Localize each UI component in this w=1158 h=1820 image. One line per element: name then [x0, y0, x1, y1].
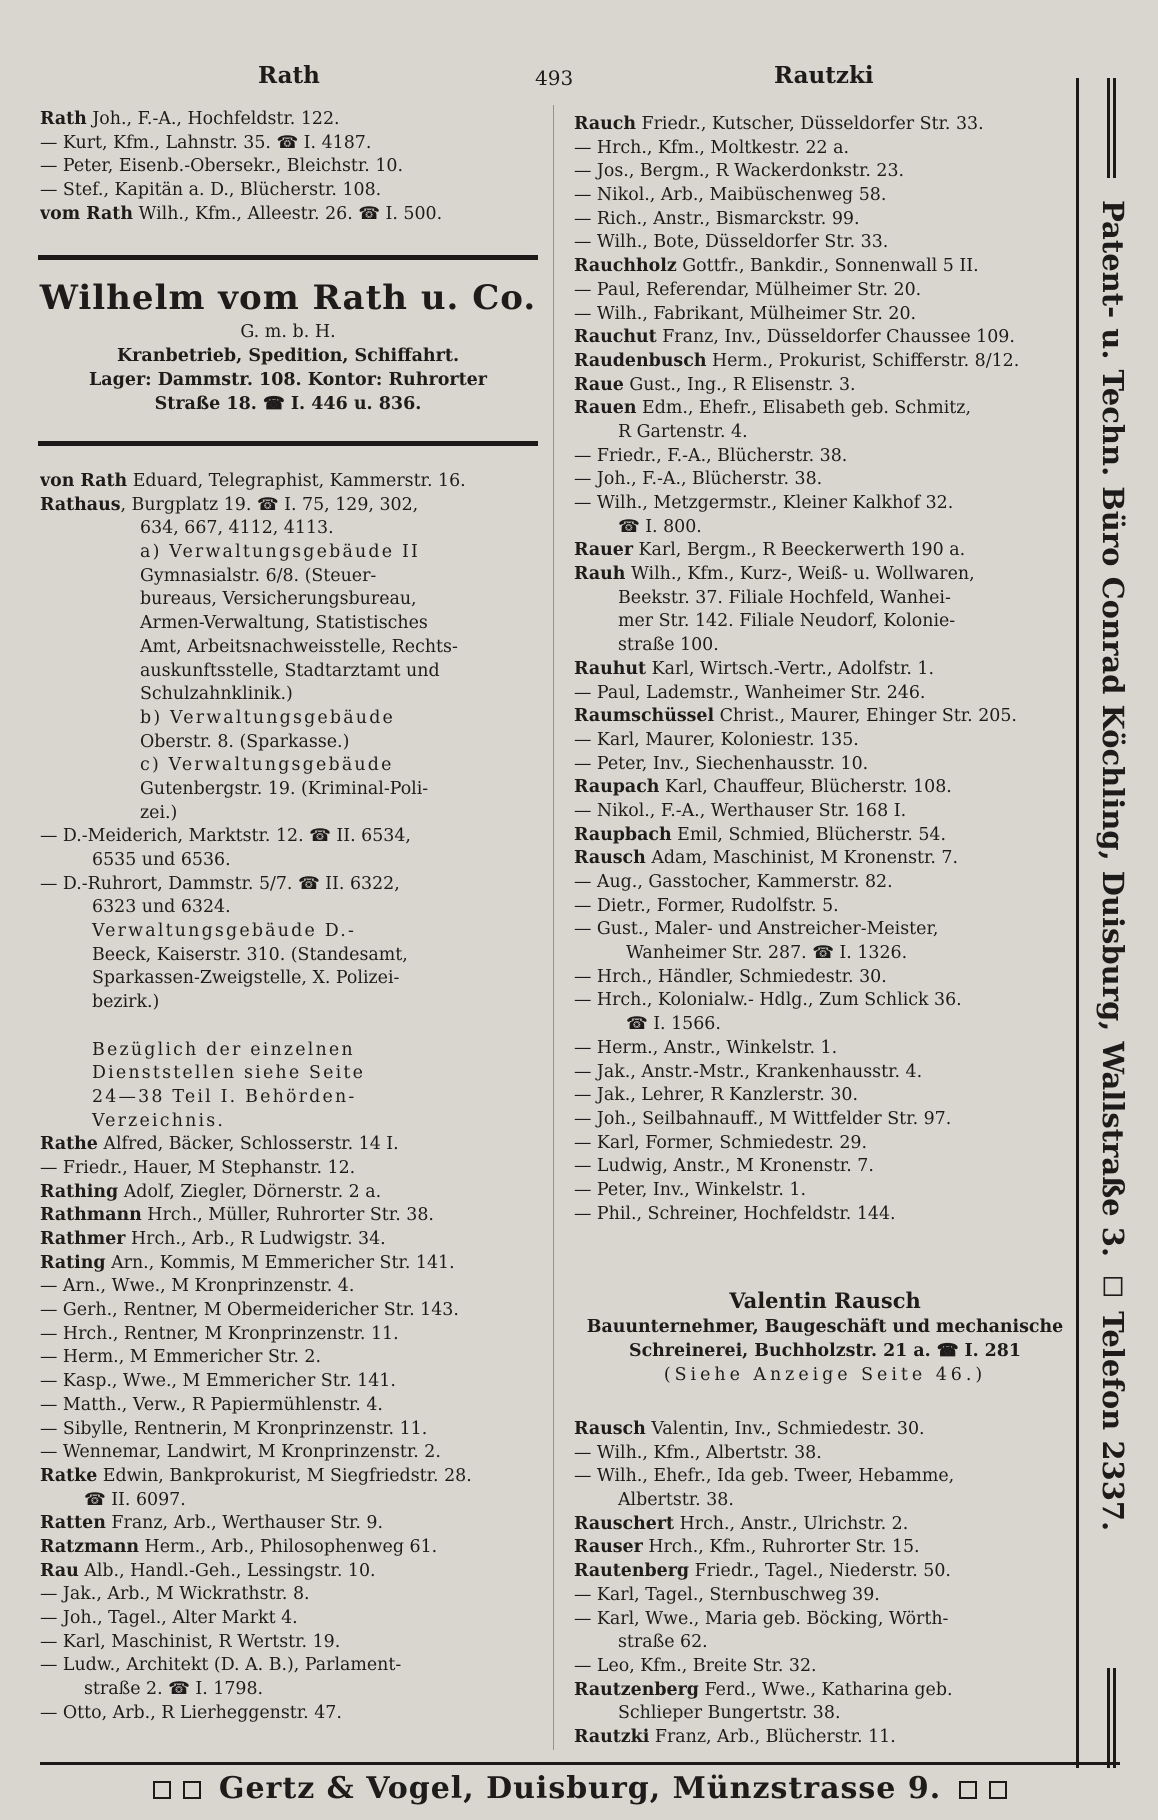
entry-surname: Raupach — [574, 777, 660, 798]
square-ornament-icon — [153, 1781, 171, 1799]
directory-entry-line: Armen-Verwaltung, Statistisches — [140, 613, 428, 634]
directory-entry-line: Beekstr. 37. Filiale Hochfeld, Wanhei- — [618, 587, 951, 608]
rausch-company-ad — [574, 1287, 1076, 1387]
footer-rule — [40, 1762, 1120, 1765]
directory-entry-line: — Kasp., Wwe., M Emmericher Str. 141. — [40, 1371, 396, 1392]
directory-entry-line: Dienststellen siehe Seite — [92, 1063, 366, 1084]
ad-line: Straße 18. ☎ I. 446 u. 836. — [154, 394, 422, 414]
entry-surname: Rausch — [574, 848, 646, 869]
directory-entry-line: Rausch Valentin, Inv., Schmiedestr. 30. — [574, 1419, 925, 1439]
directory-entry-line: — Paul, Referendar, Mülheimer Str. 20. — [574, 279, 922, 300]
entry-surname: Rautzenberg — [574, 1679, 699, 1700]
directory-entry-line: straße 100. — [618, 635, 719, 656]
entry-surname: Ratke — [40, 1465, 98, 1486]
entry-surname: Raupbach — [574, 824, 672, 845]
ad-top-rule — [38, 255, 538, 260]
directory-entry-line: Raudenbusch Herm., Prokurist, Schifferstr. 8/12. — [574, 350, 1020, 371]
directory-entry-line: Rathing Adolf, Ziegler, Dörnerstr. 2 a. — [40, 1181, 382, 1202]
directory-entry-line: Rauser Hrch., Kfm., Ruhrorter Str. 15. — [574, 1537, 920, 1558]
directory-entry-line: — Karl, Former, Schmiedestr. 29. — [574, 1132, 867, 1153]
directory-entry-line: — Paul, Lademstr., Wanheimer Str. 246. — [574, 682, 926, 703]
entry-surname: Rathe — [40, 1134, 98, 1155]
directory-entry-line: — Phil., Schreiner, Hochfeldstr. 144. — [574, 1203, 896, 1224]
directory-entry-line: Ratzmann Herm., Arb., Philosophenweg 61. — [40, 1536, 438, 1557]
left-column-entries — [40, 470, 540, 1725]
directory-entry-line: 6535 und 6536. — [92, 850, 231, 870]
entry-surname: Rausch — [574, 1419, 646, 1439]
directory-entry-line: Raumschüssel Christ., Maurer, Ehinger Str. 205. — [574, 706, 1017, 727]
directory-entry-line: — Karl, Tagel., Sternbuschweg 39. — [574, 1584, 880, 1605]
directory-entry-line: — Jos., Bergm., R Wackerdonkstr. 23. — [574, 161, 905, 182]
directory-entry-line: — Karl, Maschinist, R Wertstr. 19. — [40, 1631, 341, 1652]
banner-top-mark — [1113, 78, 1116, 178]
entry-surname: Rau — [40, 1560, 79, 1581]
directory-entry-line — [40, 1015, 540, 1039]
directory-entry-line: — Ludwig, Anstr., M Kronenstr. 7. — [574, 1156, 874, 1177]
directory-entry-line: Amt, Arbeitsnachweisstelle, Rechts- — [140, 636, 458, 657]
directory-entry-line: bureaus, Versicherungsbureau, — [140, 589, 417, 610]
directory-entry-line: a) Verwaltungsgebäude II — [140, 542, 421, 563]
directory-entry-line: — Hrch., Händler, Schmiedestr. 30. — [574, 966, 887, 987]
page-number: 493 — [535, 66, 574, 90]
entry-surname: Rautzki — [574, 1726, 650, 1747]
banner-bottom-mark — [1107, 1668, 1110, 1768]
directory-entry-line: — Jak., Lehrer, R Kanzlerstr. 30. — [574, 1085, 859, 1106]
entry-surname: Rautenberg — [574, 1561, 690, 1582]
directory-entry-line: — Matth., Verw., R Papiermühlenstr. 4. — [40, 1394, 383, 1415]
directory-entry-line: Rauh Wilh., Kfm., Kurz-, Weiß- u. Wollwaren, — [574, 564, 975, 585]
directory-entry-line: Rauchut Franz, Inv., Düsseldorfer Chaussee 109. — [574, 327, 1015, 348]
entry-surname: Rauh — [574, 564, 626, 585]
directory-entry-line: straße 62. — [618, 1632, 708, 1653]
directory-entry-line: ☎ I. 1566. — [626, 1014, 721, 1035]
entry-surname: Rauchut — [574, 327, 657, 348]
directory-entry-line: Sparkassen-Zweigstelle, X. Polizei- — [92, 968, 400, 989]
directory-entry-line: von Rath Eduard, Telegraphist, Kammerstr. 16. — [40, 471, 466, 491]
footer-company: Gertz & Vogel, Duisburg, Münzstrasse 9. — [218, 1771, 942, 1806]
directory-entry-line: Albertstr. 38. — [618, 1490, 734, 1511]
directory-entry-line: — Joh., F.-A., Blücherstr. 38. — [574, 469, 823, 490]
directory-entry-line: — Dietr., Former, Rudolfstr. 5. — [574, 895, 839, 916]
directory-entry-line: — Hrch., Kfm., Moltkestr. 22 a. — [574, 137, 850, 158]
entry-surname: Ratten — [40, 1513, 106, 1534]
directory-entry-line: Raupach Karl, Chauffeur, Blücherstr. 108. — [574, 777, 952, 798]
directory-entry-line: — Gerh., Rentner, M Obermeidericher Str. 143. — [40, 1300, 459, 1321]
directory-entry-line: — Karl, Wwe., Maria geb. Böcking, Wörth- — [574, 1608, 949, 1629]
directory-entry-line: Verwaltungsgebäude D.- — [92, 921, 357, 942]
right-column-entries — [574, 1418, 1076, 1750]
directory-entry-line: — Jak., Anstr.-Mstr., Krankenhausstr. 4. — [574, 1061, 923, 1082]
directory-entry-line: — Wilh., Fabrikant, Mülheimer Str. 20. — [574, 303, 917, 324]
directory-entry-line: Schulzahnklinik.) — [140, 684, 293, 705]
entry-surname: Rating — [40, 1252, 106, 1273]
directory-entry-line: 634, 667, 4112, 4113. — [140, 518, 334, 539]
directory-entry-line: Gymnasialstr. 6/8. (Steuer- — [140, 565, 377, 586]
left-column-entries-top — [40, 108, 540, 226]
directory-entry-line: — Arn., Wwe., M Kronprinzenstr. 4. — [40, 1276, 355, 1297]
entry-surname: Rathing — [40, 1181, 119, 1202]
directory-entry-line: — Rich., Anstr., Bismarckstr. 99. — [574, 208, 860, 229]
ad-line: (Siehe Anzeige Seite 46.) — [663, 1365, 987, 1385]
directory-entry-line: Raue Gust., Ing., R Elisenstr. 3. — [574, 374, 856, 395]
directory-entry-line: Rathe Alfred, Bäcker, Schlosserstr. 14 I. — [40, 1134, 399, 1155]
directory-entry-line: — D.-Ruhrort, Dammstr. 5/7. ☎ II. 6322, — [40, 873, 400, 894]
directory-entry-line: Rauschert Hrch., Anstr., Ulrichstr. 2. — [574, 1513, 909, 1534]
entry-surname: Rauschert — [574, 1513, 675, 1534]
directory-entry-line: — Peter, Inv., Winkelstr. 1. — [574, 1179, 806, 1200]
entry-surname: Rathaus — [40, 494, 121, 515]
directory-entry-line: — Kurt, Kfm., Lahnstr. 35. ☎ I. 4187. — [40, 132, 372, 153]
directory-entry-line: — Friedr., F.-A., Blücherstr. 38. — [574, 445, 848, 466]
directory-entry-line: — Otto, Arb., R Lierheggenstr. 47. — [40, 1702, 342, 1723]
directory-entry-line: Rauchholz Gottfr., Bankdir., Sonnenwall 5 II. — [574, 256, 979, 277]
right-column-entries-top — [574, 113, 1076, 1226]
ad-line: Kranbetrieb, Spedition, Schiffahrt. — [116, 346, 460, 366]
entry-surname: Rathmann — [40, 1205, 142, 1226]
directory-entry-line: Rauen Edm., Ehefr., Elisabeth geb. Schmitz, — [574, 398, 971, 419]
directory-entry-line: — Ludw., Architekt (D. A. B.), Parlament- — [40, 1655, 402, 1676]
directory-entry-line: — Herm., Anstr., Winkelstr. 1. — [574, 1037, 838, 1058]
ad-company-name: Valentin Rausch — [729, 1288, 921, 1313]
directory-entry-line: — Peter, Eisenb.-Obersekr., Bleichstr. 10. — [40, 156, 403, 177]
entry-surname: Rauen — [574, 398, 637, 419]
directory-entry-line: bezirk.) — [92, 992, 160, 1013]
entry-surname: Ratzmann — [40, 1536, 139, 1557]
ad-line: Schreinerei, Buchholzstr. 21 a. ☎ I. 281 — [629, 1341, 1021, 1361]
directory-entry-line: — Wilh., Ehefr., Ida geb. Tweer, Hebamme, — [574, 1466, 955, 1487]
directory-entry-line: ☎ I. 800. — [618, 516, 702, 537]
directory-entry-line: Ratke Edwin, Bankprokurist, M Siegfriedstr. 28. — [40, 1465, 472, 1486]
directory-entry-line: Rathmann Hrch., Müller, Ruhrorter Str. 38. — [40, 1205, 434, 1226]
directory-entry-line: — Joh., Tagel., Alter Markt 4. — [40, 1608, 298, 1628]
directory-entry-line: Rautenberg Friedr., Tagel., Niederstr. 50. — [574, 1561, 951, 1582]
directory-entry-line: Rautzki Franz, Arb., Blücherstr. 11. — [574, 1726, 896, 1747]
directory-entry-line: b) Verwaltungsgebäude — [140, 707, 396, 728]
directory-entry-line: mer Str. 142. Filiale Neudorf, Kolonie- — [618, 611, 956, 632]
ad-company-name: Wilhelm vom Rath u. Co. — [39, 278, 537, 318]
directory-entry-line: — Joh., Seilbahnauff., M Wittfelder Str. 97. — [574, 1108, 952, 1129]
directory-entry-line: Wanheimer Str. 287. ☎ I. 1326. — [626, 943, 908, 964]
directory-entry-line: c) Verwaltungsgebäude — [140, 755, 394, 776]
directory-entry-line: — Gust., Maler- und Anstreicher-Meister, — [574, 919, 939, 940]
footer-text-line — [40, 1766, 1120, 1812]
directory-entry-line: — Peter, Inv., Siechenhausstr. 10. — [574, 753, 869, 774]
directory-entry-line: — Karl, Maurer, Koloniestr. 135. — [574, 729, 859, 750]
ad-line: Lager: Dammstr. 108. Kontor: Ruhrorter — [88, 370, 488, 390]
directory-entry-line: zei.) — [140, 802, 178, 823]
directory-entry-line: — D.-Meiderich, Marktstr. 12. ☎ II. 6534, — [40, 826, 411, 847]
directory-entry-line: — Stef., Kapitän a. D., Blücherstr. 108. — [40, 180, 382, 201]
directory-entry-line: Rau Alb., Handl.-Geh., Lessingstr. 10. — [40, 1560, 376, 1581]
directory-entry-line: — Wilh., Metzgermstr., Kleiner Kalkhof 32. — [574, 493, 954, 513]
directory-entry-line: 24—38 Teil I. Behörden- — [92, 1086, 357, 1107]
footer-advert — [40, 1766, 1120, 1820]
ad-bottom-rule — [38, 441, 538, 446]
directory-entry-line: — Friedr., Hauer, M Stephanstr. 12. — [40, 1157, 356, 1178]
directory-entry-line: Rath Joh., F.-A., Hochfeldstr. 122. — [40, 109, 340, 129]
directory-entry-line: R Gartenstr. 4. — [618, 421, 748, 442]
square-ornament-icon — [183, 1781, 201, 1799]
banner-left-rule — [1076, 78, 1079, 1768]
banner-top-mark — [1107, 78, 1110, 178]
entry-surname: von Rath — [40, 471, 128, 491]
directory-entry-line: Ratten Franz, Arb., Werthauser Str. 9. — [40, 1513, 384, 1534]
column-divider — [553, 105, 554, 1750]
directory-entry-line: — Herm., M Emmericher Str. 2. — [40, 1347, 321, 1368]
directory-entry-line: — Nikol., F.-A., Werthauser Str. 168 I. — [574, 800, 907, 821]
directory-entry-line: — Wilh., Bote, Düsseldorfer Str. 33. — [574, 232, 889, 253]
ad-line: Bauunternehmer, Baugeschäft und mechanische — [586, 1317, 1064, 1337]
directory-entry-line: — Hrch., Rentner, M Kronprinzenstr. 11. — [40, 1323, 399, 1344]
directory-entry-line: — Wennemar, Landwirt, M Kronprinzenstr. 2. — [40, 1442, 441, 1463]
directory-entry-line: — Sibylle, Rentnerin, M Kronprinzenstr. 11. — [40, 1418, 428, 1439]
ad-line: G. m. b. H. — [240, 322, 336, 342]
entry-surname: Rathmer — [40, 1229, 126, 1249]
entry-surname: Rauser — [574, 1537, 643, 1558]
directory-entry-line: Rathaus, Burgplatz 19. ☎ I. 75, 129, 302, — [40, 494, 419, 515]
directory-entry-line: Verzeichnis. — [92, 1110, 226, 1131]
directory-entry-line: vom Rath Wilh., Kfm., Alleestr. 26. ☎ I. 500. — [40, 203, 443, 224]
directory-entry-line: Rating Arn., Kommis, M Emmericher Str. 141. — [40, 1252, 455, 1273]
directory-entry-line: Rauhut Karl, Wirtsch.-Vertr., Adolfstr. 1. — [574, 658, 935, 679]
directory-entry-line: Gutenbergstr. 19. (Kriminal-Poli- — [140, 778, 429, 799]
side-banner-advert: Patent- u. Techn. Büro Conrad Köchling, Duisburg, Wallstraße 3. ◻ Telefon 2337. — [1096, 200, 1130, 1532]
directory-entry-line: — Wilh., Kfm., Albertstr. 38. — [574, 1442, 822, 1463]
directory-entry-line: straße 2. ☎ I. 1798. — [84, 1679, 264, 1700]
header-right-keyword: Rautzki — [774, 62, 874, 89]
square-ornament-icon — [989, 1781, 1007, 1799]
directory-entry-line: — Nikol., Arb., Maibüschenweg 58. — [574, 185, 887, 206]
directory-entry-line: Rausch Adam, Maschinist, M Kronenstr. 7. — [574, 848, 959, 869]
directory-entry-line: ☎ II. 6097. — [84, 1489, 186, 1510]
entry-surname: Raumschüssel — [574, 706, 715, 727]
rath-company-ad — [38, 276, 538, 416]
directory-entry-line: — Jak., Arb., M Wickrathstr. 8. — [40, 1584, 310, 1605]
directory-entry-line: 6323 und 6324. — [92, 897, 231, 918]
header-left-keyword: Rath — [258, 62, 320, 89]
square-ornament-icon — [959, 1781, 977, 1799]
directory-entry-line: Rauer Karl, Bergm., R Beeckerwerth 190 a. — [574, 540, 966, 561]
entry-surname: Rauch — [574, 114, 636, 134]
directory-entry-line: — Hrch., Kolonialw.- Hdlg., Zum Schlick 36. — [574, 990, 962, 1011]
banner-bottom-mark — [1113, 1668, 1116, 1768]
directory-entry-line: Raupbach Emil, Schmied, Blücherstr. 54. — [574, 824, 946, 845]
directory-entry-line: Beeck, Kaiserstr. 310. (Standesamt, — [92, 944, 408, 965]
directory-entry-line: auskunftsstelle, Stadtarztamt und — [140, 660, 440, 681]
entry-surname: Rath — [40, 109, 87, 129]
directory-entry-line: Schlieper Bungertstr. 38. — [618, 1703, 841, 1724]
directory-entry-line: Rautzenberg Ferd., Wwe., Katharina geb. — [574, 1679, 953, 1700]
directory-entry-line: Bezüglich der einzelnen — [92, 1039, 355, 1060]
directory-entry-line: Oberstr. 8. (Sparkasse.) — [140, 731, 350, 752]
entry-surname: Rauchholz — [574, 256, 677, 277]
entry-surname: Rauer — [574, 540, 633, 561]
directory-entry-line: — Aug., Gasstocher, Kammerstr. 82. — [574, 872, 893, 892]
entry-surname: vom Rath — [40, 203, 133, 224]
entry-surname: Rauhut — [574, 658, 647, 679]
directory-entry-line: Rathmer Hrch., Arb., R Ludwigstr. 34. — [40, 1229, 386, 1249]
entry-surname: Raudenbusch — [574, 350, 707, 371]
entry-surname: Raue — [574, 374, 624, 395]
directory-entry-line: Rauch Friedr., Kutscher, Düsseldorfer Str. 33. — [574, 114, 984, 134]
directory-entry-line: — Leo, Kfm., Breite Str. 32. — [574, 1655, 817, 1676]
